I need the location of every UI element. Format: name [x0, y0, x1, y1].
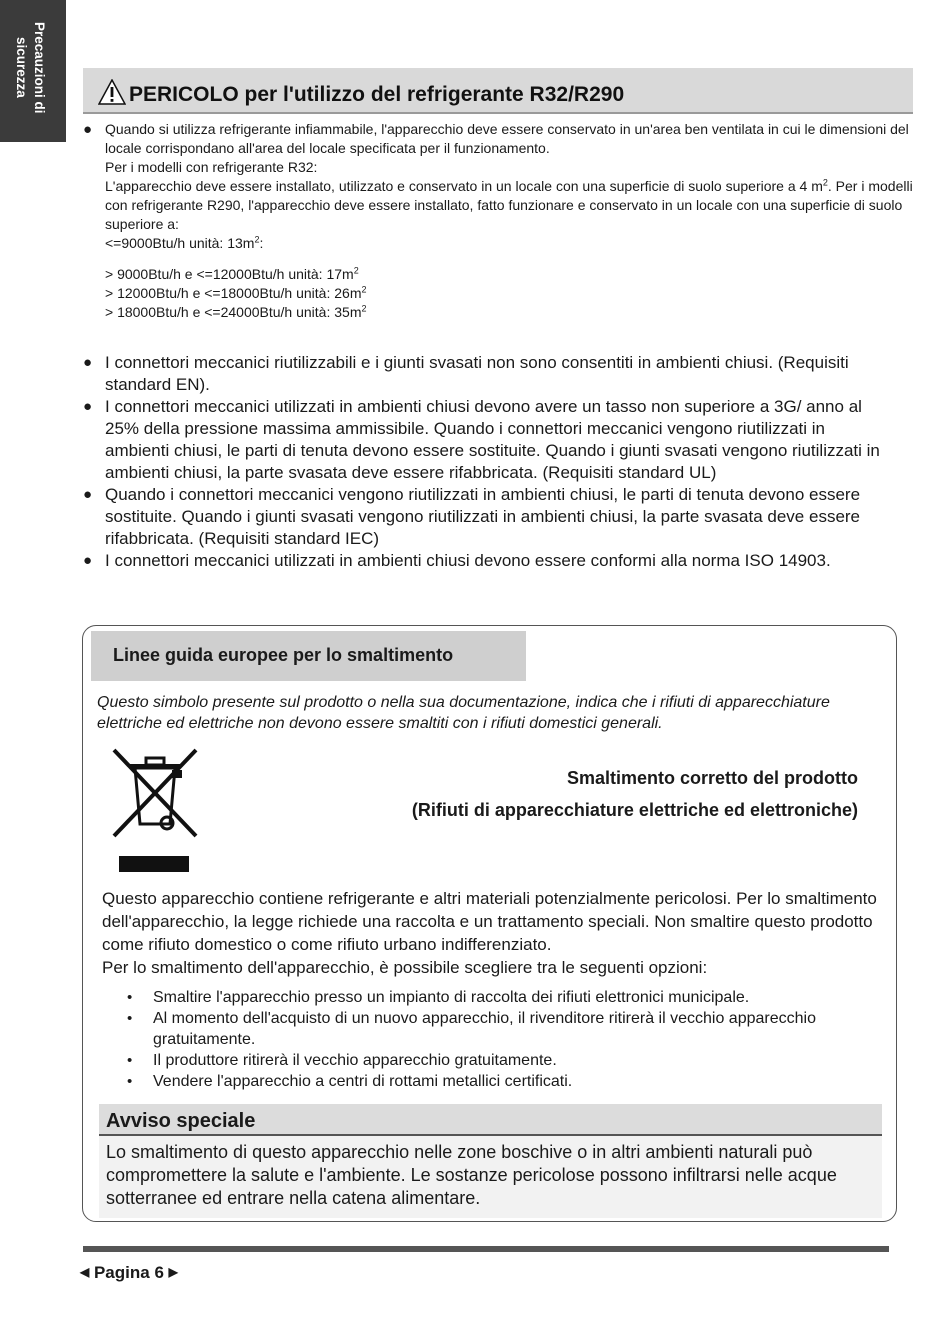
refrigerant-paragraph-1: Quando si utilizza refrigerante infiammabile, l'apparecchio deve essere conservato in un'area ben ventilata in cui le dimensioni del locale corrispondano all'area del locale specificata per il funzionamento. — [105, 121, 909, 156]
disposal-options — [127, 987, 887, 1092]
page-navigator — [80, 1263, 178, 1283]
refrigerant-section — [83, 120, 913, 322]
section-side-tab — [0, 0, 66, 142]
disposal-subtitle: (Rifiuti di apparecchiature elettriche ed elettroniche) — [411, 800, 858, 820]
list-item: ● I connettori meccanici utilizzati in ambienti chiusi devono essere conformi alla norma ISO 14903. — [83, 551, 831, 570]
next-page-arrow-icon[interactable]: ▶ — [168, 1265, 178, 1279]
side-tab-line1: Precauzioni di — [32, 22, 47, 114]
disposal-body-p1: Questo apparecchio contiene refrigerante e altri materiali potenzialmente pericolosi. Per lo smaltimento dell'apparecchio, la legge richiede una raccolta e un trattamento speciali. Non smaltire questo prodotto come rifiuto domestico o come rifiuto urbano indifferenziato. — [102, 889, 877, 954]
refrigerant-bullet-item — [83, 120, 913, 322]
disposal-header-title: Linee guida europee per lo smaltimento — [113, 645, 454, 665]
section-side-tab-label — [12, 22, 48, 114]
warning-triangle-icon — [98, 79, 126, 105]
footer-rule — [83, 1246, 889, 1252]
danger-banner-title: PERICOLO per l'utilizzo del refrigerante R32/R290 — [129, 83, 625, 106]
danger-banner — [83, 68, 913, 114]
area-requirement-4: > 18000Btu/h e <=24000Btu/h unità: $35m^2$ — [105, 303, 367, 320]
bullet-dot: ● — [83, 121, 93, 138]
special-notice-title: Avviso speciale — [106, 1110, 256, 1132]
list-item: ● Quando i connettori meccanici vengono riutilizzati in ambienti chiusi, le parti di tenuta devono essere sostituite. Quando i giunti svasati vengono riutilizzati in ambienti chiusi, la parte svasata deve essere rifabbricata. (Requisiti standard IEC) — [83, 485, 861, 548]
refrigerant-paragraph-2: Per i modelli con refrigerante R32: — [105, 159, 318, 175]
list-item: • Al momento dell'acquisto di un nuovo apparecchio, il rivenditore ritirerà il vecchio apparecchio gratuitamente. — [127, 1010, 816, 1048]
list-item: ● I connettori meccanici utilizzati in ambienti chiusi devono avere un tasso non superiore a 3G/ anno al 25% della pressione massima ammissibile. Quando i connettori meccanici vengono riutilizzati in ambienti chiusi, le parti di tenuta devono essere sostituite. Quando i giunti svasati vengono riutilizzati in ambienti chiusi, la parte svasata deve essere rifabbricata. (Requisiti standard UL) — [83, 397, 880, 482]
previous-page-arrow-icon[interactable]: ◀ — [80, 1265, 90, 1279]
weee-black-bar — [119, 856, 189, 872]
area-requirement-2: > 9000Btu/h e <=12000Btu/h unità: $17m^2$ — [105, 265, 359, 282]
list-item: ● I connettori meccanici riutilizzabili e i giunti svasati non sono consentiti in ambienti chiusi. (Requisiti standard EN). — [83, 353, 849, 394]
disposal-intro: Questo simbolo presente sul prodotto o nella sua documentazione, indica che i rifiuti di apparecchiature elettriche ed elettriche non devono essere smaltiti con i rifiuti domestici generali. — [97, 694, 830, 732]
disposal-body — [102, 887, 882, 979]
refrigerant-paragraph-3: L'apparecchio deve essere installato, utilizzato e conservato in un locale con una superficie di suolo superiore a 4 $m^2$. Per i modelli con refrigerante R290, l'apparecchio deve essere installato, fatto funzionare e conservato in un locale con una superficie di suolo superiore a: — [105, 177, 913, 232]
list-item: • Smaltire l'apparecchio presso un impianto di raccolta dei rifiuti elettronici municipale. — [127, 989, 750, 1006]
page-label: Pagina — [93, 1263, 150, 1282]
list-item: • Il produttore ritirerà il vecchio apparecchio gratuitamente. — [127, 1052, 557, 1069]
area-requirement-1: <=9000Btu/h unità: $13m^2$: — [105, 234, 264, 251]
disposal-body-p2: Per lo smaltimento dell'apparecchio, è possibile scegliere tra le seguenti opzioni: — [102, 958, 708, 977]
side-tab-line2: sicurezza — [14, 37, 29, 99]
list-item: • Vendere l'apparecchio a centri di rottami metallici certificati. — [127, 1073, 573, 1090]
weee-crossed-bin-icon — [110, 748, 200, 840]
special-notice — [99, 1104, 882, 1218]
disposal-title: Smaltimento corretto del prodotto — [566, 768, 858, 788]
page-number: 6 — [154, 1263, 164, 1282]
connectors-list — [83, 352, 883, 572]
area-requirement-3: > 12000Btu/h e <=18000Btu/h unità: $26m^2$ — [105, 284, 367, 301]
disposal-header — [91, 631, 526, 681]
special-notice-text: Lo smaltimento di questo apparecchio nelle zone boschive o in altri ambienti naturali può compromettere la salute e l'ambiente. Le sostanze pericolose possono infiltrarsi nelle acque sotterranee ed entrare nella catena alimentare. — [106, 1142, 837, 1208]
special-notice-header — [99, 1104, 882, 1136]
